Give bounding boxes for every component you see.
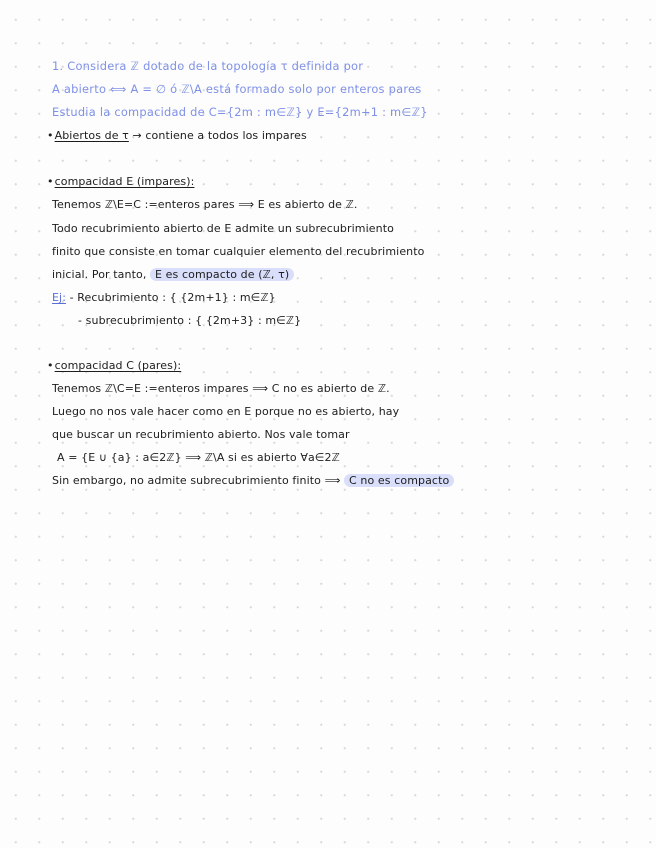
ej-label: Ej:	[52, 291, 67, 304]
example-line-2: - subrecubrimiento : { {2m+3} : m∈ℤ}	[78, 314, 302, 327]
compacidad-e-heading	[47, 174, 194, 190]
abiertos-text: → contiene a todos los impares	[128, 129, 307, 142]
compacidad-c-heading	[47, 358, 181, 374]
bullet: •	[47, 129, 54, 142]
problem-line-1: 1. Considera ℤ dotado de la topología τ definida por	[52, 59, 364, 73]
compacidad-c-line-5	[52, 473, 454, 489]
highlight-c-no-compacto: C no es compacto	[344, 474, 454, 487]
bullet: •	[47, 175, 54, 188]
problem-line-3: Estudia la compacidad de C={2m : m∈ℤ} y E={2m+1 : m∈ℤ}	[52, 105, 428, 119]
abiertos-line	[47, 128, 307, 144]
compacidad-e-line-1: Tenemos ℤ\E=C :=enteros pares ⟹ E es abierto de ℤ.	[52, 198, 358, 211]
compacidad-c-line-1: Tenemos ℤ\C=E :=enteros impares ⟹ C no es abierto de ℤ.	[52, 382, 390, 395]
bullet: •	[47, 359, 54, 372]
problem-line-2: A abierto ⟺ A = ∅ ó ℤ\A está formado solo por enteros pares	[52, 82, 422, 96]
compacidad-c-line-3: que buscar un recubrimiento abierto. Nos vale tomar	[52, 428, 350, 441]
compacidad-c-title: compacidad C (pares):	[54, 359, 182, 372]
compacidad-c-line-4: A = {E ∪ {a} : a∈2ℤ} ⟹ ℤ\A si es abierto ∀a∈2ℤ	[57, 451, 340, 464]
compacidad-c-line-5-text: Sin embargo, no admite subrecubrimiento finito ⟹	[52, 474, 345, 487]
example-recubrimiento: - Recubrimiento : { {2m+1} : m∈ℤ}	[66, 291, 276, 304]
example-line-1	[52, 290, 276, 306]
compacidad-c-line-2: Luego no nos vale hacer como en E porque no es abierto, hay	[52, 405, 400, 418]
compacidad-e-line-4-text: inicial. Por tanto,	[52, 268, 151, 281]
compacidad-e-line-4	[52, 267, 294, 283]
compacidad-e-line-3: finito que consiste en tomar cualquier elemento del recubrimiento	[52, 245, 425, 258]
highlight-e-compacto: E es compacto de (ℤ, τ)	[150, 268, 294, 281]
compacidad-e-title: compacidad E (impares):	[54, 175, 195, 188]
compacidad-e-line-2: Todo recubrimiento abierto de E admite un subrecubrimiento	[52, 222, 394, 235]
abiertos-label: Abiertos de τ	[54, 129, 129, 142]
